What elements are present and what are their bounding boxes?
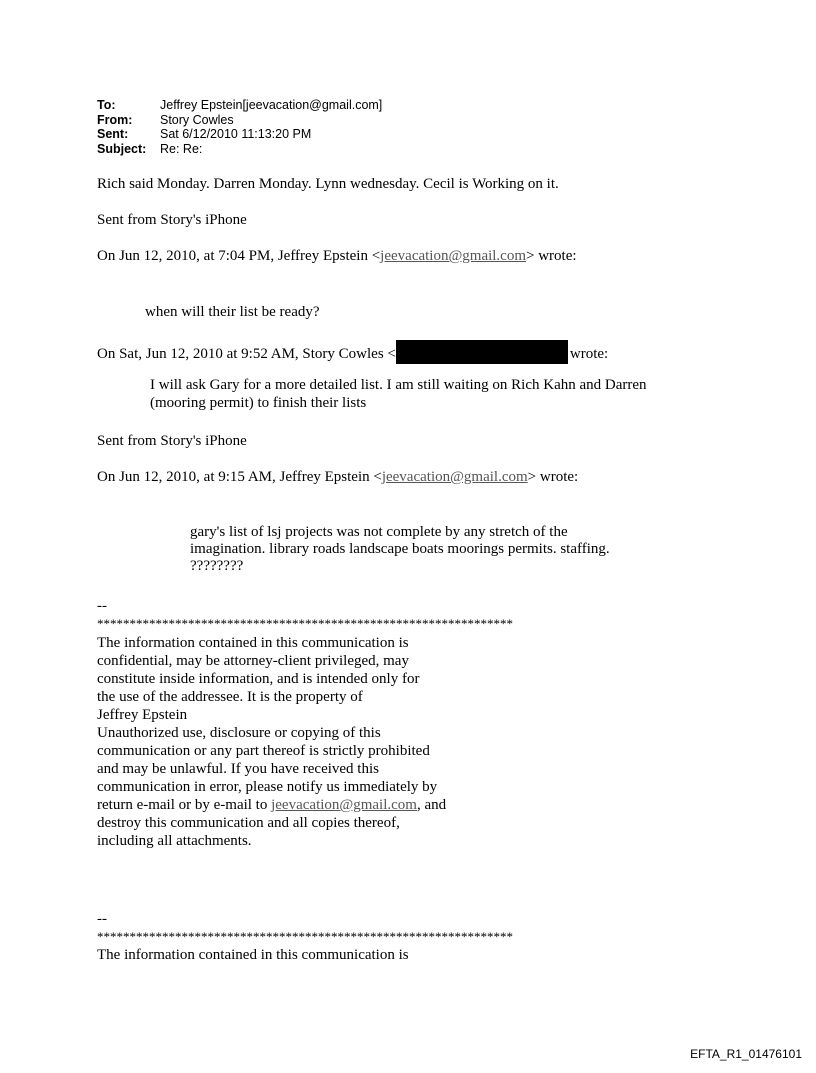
email-link[interactable]: jeevacation@gmail.com	[380, 248, 527, 264]
subject-value: Re: Re:	[160, 141, 203, 156]
disclaimer-part-b: , and destroy this communication and all copies thereof, including all attachments.	[97, 797, 447, 849]
separator-stars: ****************************************************************	[97, 616, 513, 631]
attribution-prefix: On Jun 12, 2010, at 9:15 AM, Jeffrey Epstein <	[97, 469, 382, 485]
subject-label: Subject:	[97, 141, 147, 156]
to-row	[97, 98, 382, 113]
email-header	[97, 98, 382, 156]
quote-attribution	[97, 247, 577, 265]
quote-attribution	[97, 340, 608, 364]
subject-row	[97, 142, 382, 157]
separator-stars: ****************************************************************	[97, 929, 513, 944]
quoted-text: gary's list of lsj projects was not complete by any stretch of the imagination. library roads landscape boats moorings permits. staffing. ????????	[190, 524, 610, 574]
quote-attribution	[97, 468, 578, 486]
attribution-prefix: On Jun 12, 2010, at 7:04 PM, Jeffrey Epstein <	[97, 248, 381, 264]
attribution-suffix: wrote:	[569, 346, 609, 362]
separator-dash: --	[97, 911, 107, 927]
disclaimer-text	[97, 634, 477, 850]
disclaimer-part-a: The information contained in this communication is confidential, may be attorney-client privileged, may constitute inside information, and is intended only for the use of the addressee. It is the property of Jeffrey Epstein Unauthorized use, disclosure or copying of this communication or any part thereof is strictly prohibited and may be unlawful. If you have received this communication in error, please notify us immediately by return e-mail or by e-mail to	[97, 635, 438, 813]
separator-dash: --	[97, 598, 107, 614]
from-value: Story Cowles	[160, 112, 234, 127]
sent-label: Sent:	[97, 127, 129, 141]
from-row	[97, 113, 382, 128]
sent-from-signature: Sent from Story's iPhone	[97, 433, 247, 449]
attribution-suffix: > wrote:	[526, 248, 577, 264]
message-line: Rich said Monday. Darren Monday. Lynn wednesday. Cecil is Working on it.	[97, 176, 559, 192]
disclaimer-text: The information contained in this communication is	[97, 947, 409, 963]
from-label: From:	[97, 112, 133, 127]
sent-row	[97, 127, 382, 142]
sent-value: Sat 6/12/2010 11:13:20 PM	[160, 127, 312, 141]
attribution-prefix: On Sat, Jun 12, 2010 at 9:52 AM, Story Cowles <	[97, 346, 396, 362]
email-link[interactable]: jeevacation@gmail.com	[271, 797, 417, 813]
sent-from-signature: Sent from Story's iPhone	[97, 212, 247, 228]
document-id: EFTA_R1_01476101	[690, 1047, 802, 1061]
quoted-text: when will their list be ready?	[145, 304, 320, 320]
to-label: To:	[97, 98, 116, 112]
quoted-text: I will ask Gary for a more detailed list. I am still waiting on Rich Kahn and Darren (mooring permit) to finish their lists	[150, 377, 647, 411]
email-link[interactable]: jeevacation@gmail.com	[381, 469, 528, 485]
to-value: Jeffrey Epstein[jeevacation@gmail.com]	[160, 98, 383, 112]
attribution-suffix: > wrote:	[527, 469, 579, 485]
redaction-box	[396, 340, 568, 364]
